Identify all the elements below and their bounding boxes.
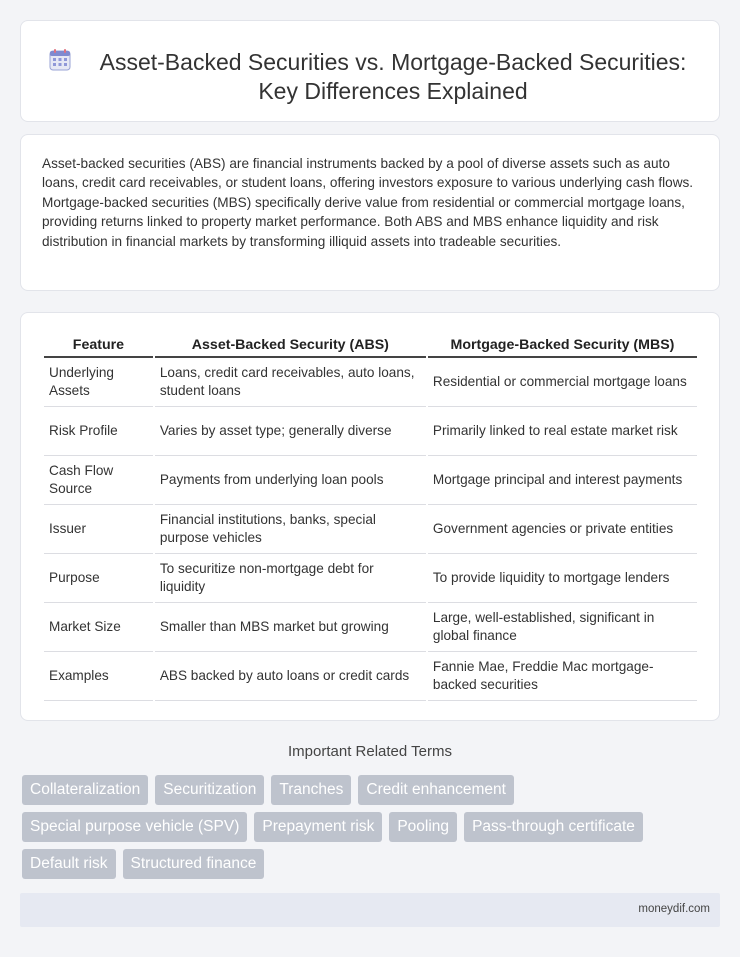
footer-site-link[interactable]: moneydif.com xyxy=(638,903,710,915)
tag-prepayment-risk[interactable]: Prepayment risk xyxy=(254,812,382,842)
cell-feature: Issuer xyxy=(44,505,153,554)
cell-abs: Payments from underlying loan pools xyxy=(155,456,426,505)
cell-mbs: Primarily linked to real estate market risk xyxy=(428,407,697,456)
calendar-grid-icon xyxy=(49,49,71,71)
intro-card xyxy=(20,134,720,291)
intro-paragraph: Asset-backed securities (ABS) are financial instruments backed by a pool of diverse assets such as auto loans, credit card receivables, or student loans, offering investors exposure to various underlying cash flows. Mortgage-backed securities (MBS) specifically derive value from residential or commercial mortgage loans, providing returns linked to property market performance. Both ABS and MBS enhance liquidity and risk distribution in financial markets by transforming illiquid assets into tradeable securities. xyxy=(42,156,694,249)
table-header-row xyxy=(44,333,697,358)
cell-mbs: Large, well-established, significant in global finance xyxy=(428,603,697,652)
related-terms-tags xyxy=(22,775,712,879)
table-row xyxy=(44,407,697,456)
tag-pass-through-certificate[interactable]: Pass-through certificate xyxy=(464,812,643,842)
tag-pooling[interactable]: Pooling xyxy=(389,812,457,842)
cell-abs: Financial institutions, banks, special purpose vehicles xyxy=(155,505,426,554)
cell-mbs: To provide liquidity to mortgage lenders xyxy=(428,554,697,603)
cell-feature: Cash Flow Source xyxy=(44,456,153,505)
page-title: Asset-Backed Securities vs. Mortgage-Backed Securities: Key Differences Explained xyxy=(99,49,687,104)
related-terms-title: Important Related Terms xyxy=(288,743,452,760)
cell-feature: Risk Profile xyxy=(44,407,153,456)
cell-abs: To securitize non-mortgage debt for liquidity xyxy=(155,554,426,603)
comparison-table xyxy=(42,333,699,701)
cell-feature: Underlying Assets xyxy=(44,358,153,407)
cell-mbs: Mortgage principal and interest payments xyxy=(428,456,697,505)
tag-credit-enhancement[interactable]: Credit enhancement xyxy=(358,775,514,805)
title-card xyxy=(20,20,720,122)
tag-structured-finance[interactable]: Structured finance xyxy=(123,849,265,879)
header-feature: Feature xyxy=(44,333,153,358)
tag-spv[interactable]: Special purpose vehicle (SPV) xyxy=(22,812,247,842)
cell-abs: ABS backed by auto loans or credit cards xyxy=(155,652,426,701)
tag-securitization[interactable]: Securitization xyxy=(155,775,264,805)
cell-mbs: Fannie Mae, Freddie Mac mortgage-backed securities xyxy=(428,652,697,701)
cell-abs: Smaller than MBS market but growing xyxy=(155,603,426,652)
table-row xyxy=(44,603,697,652)
header-mbs: Mortgage-Backed Security (MBS) xyxy=(428,333,697,358)
cell-feature: Purpose xyxy=(44,554,153,603)
tag-collateralization[interactable]: Collateralization xyxy=(22,775,148,805)
table-row xyxy=(44,505,697,554)
cell-abs: Loans, credit card receivables, auto loans, student loans xyxy=(155,358,426,407)
table-row xyxy=(44,358,697,407)
cell-mbs: Government agencies or private entities xyxy=(428,505,697,554)
cell-mbs: Residential or commercial mortgage loans xyxy=(428,358,697,407)
cell-abs: Varies by asset type; generally diverse xyxy=(155,407,426,456)
tag-tranches[interactable]: Tranches xyxy=(271,775,351,805)
cell-feature: Examples xyxy=(44,652,153,701)
header-abs: Asset-Backed Security (ABS) xyxy=(155,333,426,358)
tag-default-risk[interactable]: Default risk xyxy=(22,849,116,879)
cell-feature: Market Size xyxy=(44,603,153,652)
table-row xyxy=(44,652,697,701)
footer xyxy=(20,893,720,927)
table-row xyxy=(44,456,697,505)
comparison-table-card xyxy=(20,312,720,721)
table-row xyxy=(44,554,697,603)
